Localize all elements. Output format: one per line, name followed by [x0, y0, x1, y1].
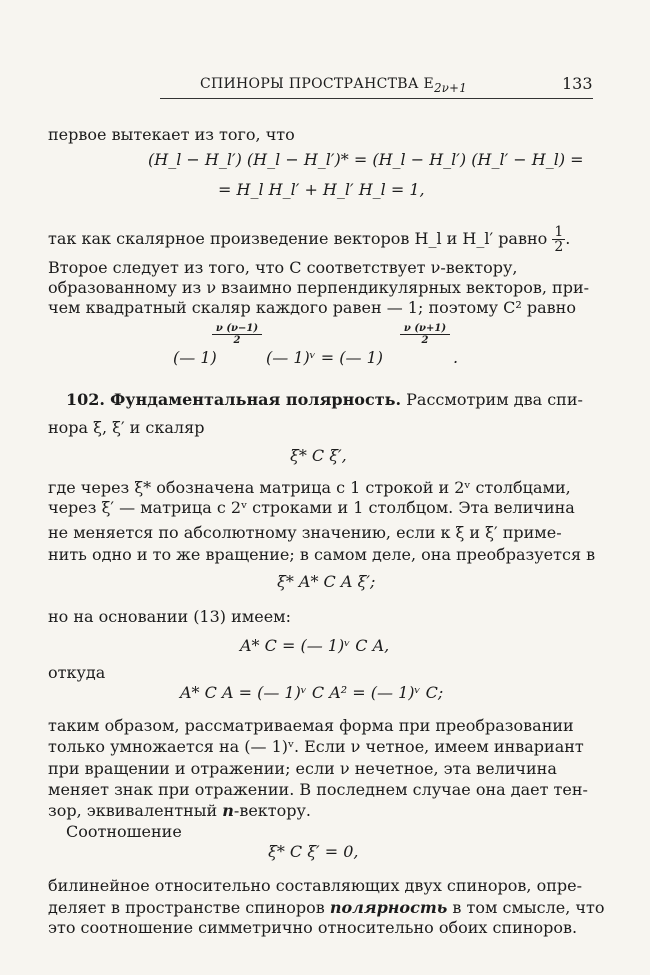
running-title-subscript: 2ν+1: [434, 80, 467, 95]
equation-2-exponent-2: [400, 323, 450, 346]
equation-3: ξ* C ξ′,: [290, 446, 347, 465]
fraction-numerator: 1: [554, 224, 564, 240]
equation-6: A* C A = (— 1)ᵛ C A² = (— 1)ᵛ C;: [180, 683, 444, 702]
equation-2-end: .: [453, 348, 459, 367]
header-rule: [160, 98, 593, 99]
fraction-one-half: [552, 225, 565, 254]
fraction-denominator: 2: [554, 239, 564, 255]
equation-5: A* C = (— 1)ᵛ C A,: [240, 636, 390, 655]
equation-1-line-2: = H_l H_l′ + H_l′ H_l = 1,: [218, 180, 425, 199]
exponent-numerator: ν (ν+1): [403, 323, 447, 334]
paragraph-line: билинейное относительно составляющих двух спиноров, опре-: [48, 876, 582, 895]
exponent-denominator: 2: [233, 335, 241, 346]
section-title: Фундаментальная полярность.: [110, 390, 402, 409]
paragraph-line: чем квадратный скаляр каждого равен — 1; поэтому C² равно: [48, 298, 576, 317]
italic-symbol: n: [222, 801, 234, 820]
emphasized-term: полярность: [329, 898, 448, 917]
section-text: Рассмотрим два спи-: [406, 390, 583, 409]
running-header: [200, 76, 467, 95]
equation-7: ξ* C ξ′ = 0,: [268, 842, 359, 861]
paragraph-line: но на основании (13) имеем:: [48, 607, 291, 626]
paragraph-line: откуда: [48, 663, 106, 682]
paragraph-line: через ξ′ — матрица с 2ᵛ строками и 1 столбцом. Эта величина: [48, 498, 575, 517]
paragraph-line: так как скалярное произведение векторов H_l и H_l′ равно $\frac{1}{2}$ .: [48, 224, 571, 255]
paragraph-text: так как скалярное произведение векторов H_l и H_l′ равно: [48, 229, 548, 248]
paragraph-line: Соотношение: [66, 822, 182, 841]
equation-2-middle: (— 1)ᵛ = (— 1): [266, 348, 384, 367]
equation-1-line-1: (H_l − H_l′) (H_l − H_l′)* = (H_l − H_l′) (H_l′ − H_l) =: [148, 150, 584, 169]
paragraph-line: таким образом, рассматриваемая форма при преобразовании: [48, 716, 574, 735]
paragraph-line: первое вытекает из того, что: [48, 125, 295, 144]
paragraph-line: Второе следует из того, что C соответствует ν-вектору,: [48, 258, 518, 277]
equation-2: [173, 348, 217, 367]
page-number: 133: [562, 74, 593, 93]
equation-2-exponent-1: [212, 323, 262, 346]
paragraph-line: где через ξ* обозначена матрица с 1 строкой и 2ᵛ столбцами,: [48, 478, 571, 497]
paragraph-line: при вращении и отражении; если ν нечетное, эта величина: [48, 759, 557, 778]
equation-4: ξ* A* C A ξ′;: [277, 572, 376, 591]
paragraph-line: только умножается на (— 1)ᵛ. Если ν четное, имеем инвариант: [48, 737, 584, 756]
running-title: СПИНОРЫ ПРОСТРАНСТВА E: [200, 76, 435, 92]
exponent-numerator: ν (ν−1): [215, 323, 259, 334]
paragraph-line: нора ξ, ξ′ и скаляр: [48, 418, 205, 437]
paragraph-line: образованному из ν взаимно перпендикулярных векторов, при-: [48, 278, 590, 297]
paragraph-line: меняет знак при отражении. В последнем случае она дает тен-: [48, 780, 588, 799]
section-number: 102.: [66, 390, 105, 409]
exponent-denominator: 2: [421, 335, 429, 346]
section-heading-line: [66, 390, 583, 410]
paragraph-text: в том смысле, что: [452, 898, 605, 917]
paragraph-line: [48, 801, 311, 821]
paragraph-line: нить одно и то же вращение; в самом деле, она преобразуется в: [48, 545, 596, 564]
paragraph-line: [48, 898, 604, 918]
paragraph-line: это соотношение симметрично относительно обоих спиноров.: [48, 918, 578, 937]
paragraph-text: -вектору.: [233, 801, 312, 820]
paragraph-text: деляет в пространстве спиноров: [48, 898, 325, 917]
paragraph-text: зор, эквивалентный: [48, 801, 218, 820]
paragraph-line: не меняется по абсолютному значению, если к ξ и ξ′ приме-: [48, 523, 562, 542]
equation-2-base-1: (— 1): [173, 348, 217, 367]
